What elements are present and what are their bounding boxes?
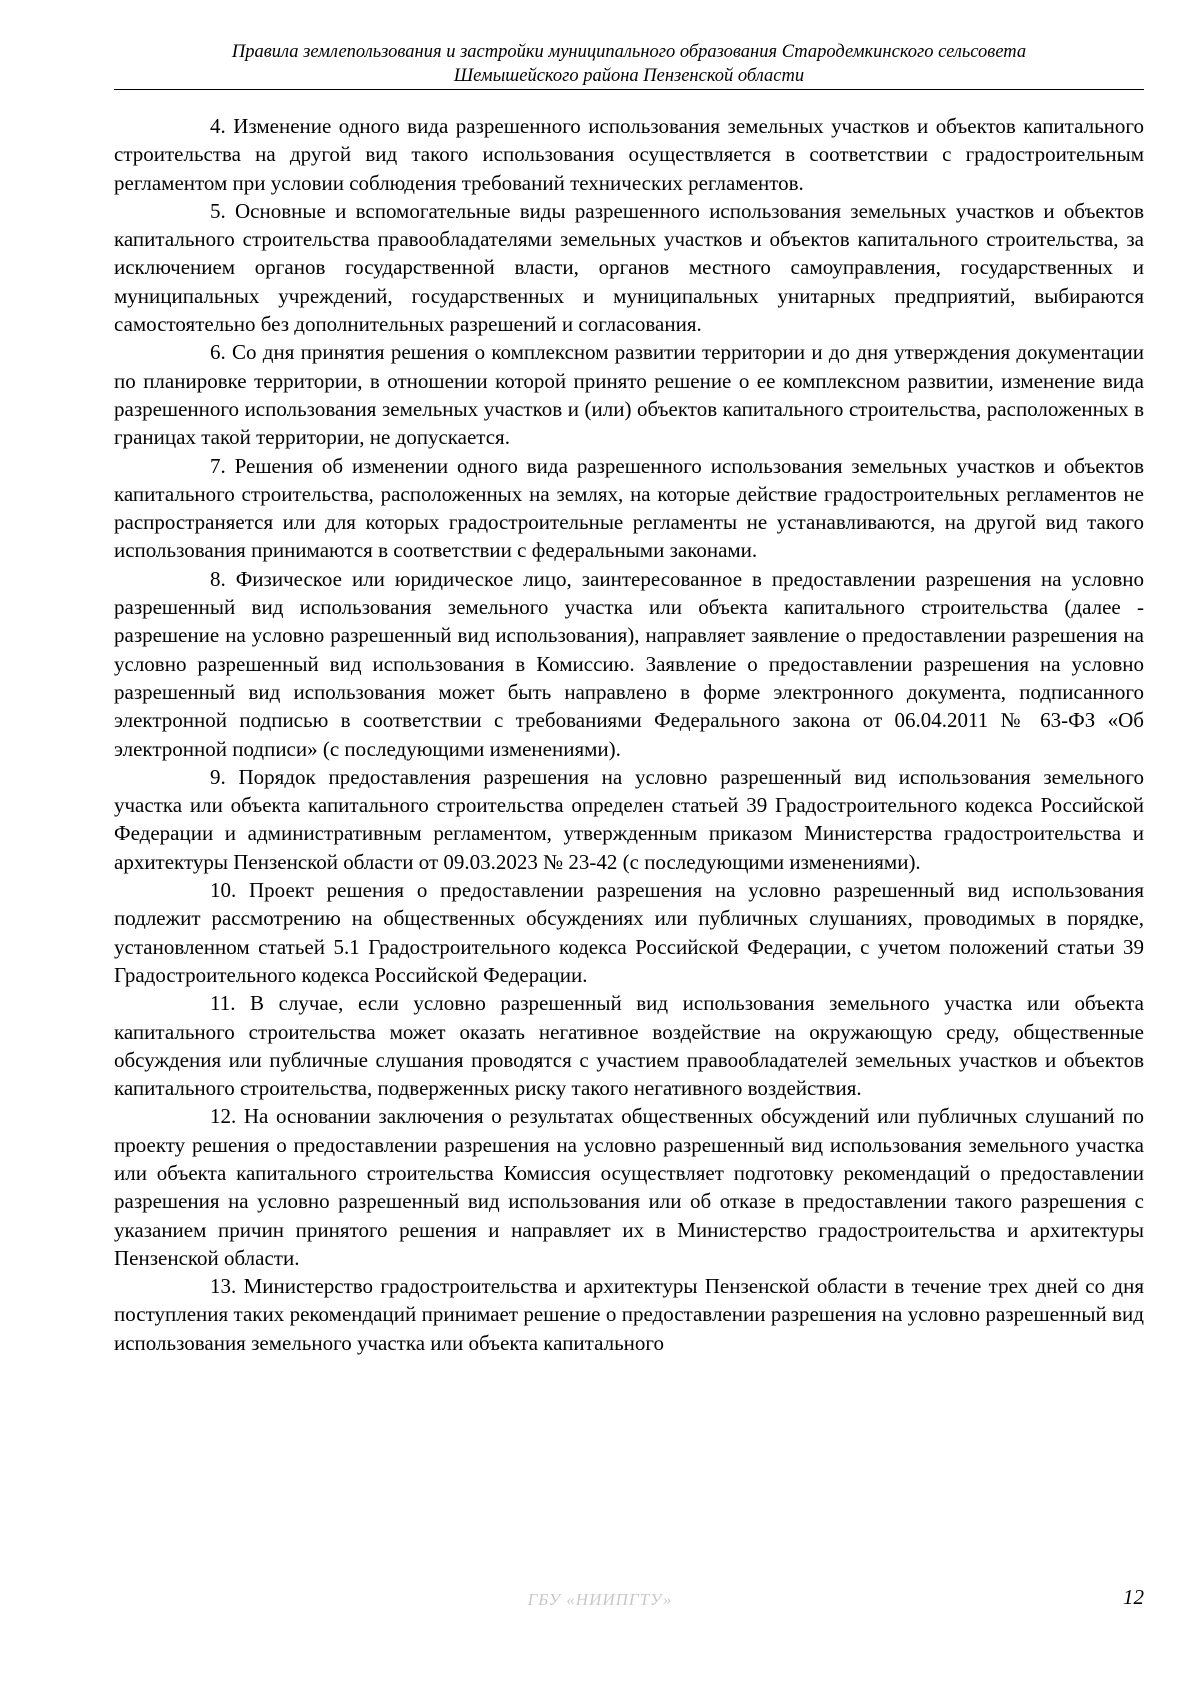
paragraph-7: 7. Решения об изменении одного вида разрешенного использования земельных участков и объектов капитального строительства, расположенных на землях, на которые действие градостроительных регламентов не распространяется или для которых градостроительные регламенты не устанавливаются, на другой вид такого использования принимаются в соответствии с федеральными законами.: [114, 453, 1144, 563]
footer-organization-watermark: ГБУ «НИИПГТУ»: [527, 1590, 673, 1609]
paragraph-11: 11. В случае, если условно разрешенный вид использования земельного участка или объекта капитального строительства может оказать негативное воздействие на окружающую среду, общественные обсуждения или публичные слушания проводятся с участием правообладателей земельных участков и объектов капитального строительства, подверженных риску такого негативного воздействия.: [114, 991, 1144, 1101]
paragraph-13: 13. Министерство градостроительства и архитектуры Пензенской области в течение трех дней со дня поступления таких рекомендаций принимает решение о предоставлении разрешения на условно разрешенный вид использования земельного участка или объекта капитального: [114, 1274, 1144, 1355]
header-line-1: Правила землепользования и застройки муниципального образования Стародемкинского сельсовета: [231, 42, 1027, 62]
paragraph-10: 10. Проект решения о предоставлении разрешения на условно разрешенный вид использования подлежит рассмотрению на общественных обсуждениях или публичных слушаниях, проводимых в порядке, установленном статьей 5.1 Градостроительного кодекса Российской Федерации, с учетом положений статьи 39 Градостроительного кодекса Российской Федерации.: [114, 878, 1144, 987]
paragraph-9: 9. Порядок предоставления разрешения на условно разрешенный вид использования земельного участка или объекта капитального строительства определен статьей 39 Градостроительного кодекса Российской Федерации и административным регламентом, утвержденным приказом Министерства градостроительства и архитектуры Пензенской области от 09.03.2023 № 23-42 (с последующими изменениями).: [114, 764, 1144, 874]
paragraph-12: 12. На основании заключения о результатах общественных обсуждений или публичных слушаний по проекту решения о предоставлении разрешения на условно разрешенный вид использования земельного участка или объекта капитального строительства Комиссия осуществляет подготовку рекомендаций о предоставлении разрешения на условно разрешенный вид использования или об отказе в предоставлении такого разрешения с указанием причин принятого решения и направляет их в Министерство градостроительства и архитектуры Пензенской области.: [114, 1104, 1144, 1270]
running-header: [114, 40, 1144, 88]
header-line-2: Шемышейского района Пензенской области: [453, 66, 805, 86]
page-number: 12: [1123, 1585, 1144, 1609]
header-divider: [114, 89, 1144, 90]
paragraph-8: 8. Физическое или юридическое лицо, заинтересованное в предоставлении разрешения на условно разрешенный вид использования земельного участка или объекта капитального строительства (далее - разрешение на условно разрешенный вид использования), направляет заявление о предоставлении разрешения на условно разрешенный вид использования в Комиссию. Заявление о предоставлении разрешения на условно разрешенный вид использования может быть направлено в форме электронного документа, подписанного электронной подписью в соответствии с требованиями Федерального закона от 06.04.2011 № 63-ФЗ «Об электронной подписи» (с последующими изменениями).: [114, 566, 1144, 761]
document-body: [114, 112, 1144, 1357]
paragraph-4: 4. Изменение одного вида разрешенного использования земельных участков и объектов капитального строительства на другой вид такого использования осуществляется в соответствии с градостроительным регламентом при условии соблюдения требований технических регламентов.: [114, 114, 1144, 195]
paragraph-5: 5. Основные и вспомогательные виды разрешенного использования земельных участков и объектов капитального строительства правообладателями земельных участков и объектов капитального строительства, за исключением органов государственной власти, органов местного самоуправления, государственных и муниципальных учреждений, государственных и муниципальных унитарных предприятий, выбираются самостоятельно без дополнительных разрешений и согласования.: [114, 198, 1144, 337]
paragraph-6: 6. Со дня принятия решения о комплексном развитии территории и до дня утверждения документации по планировке территории, в отношении которой принято решение о ее комплексном развитии, изменение вида разрешенного использования земельных участков и (или) объектов капитального строительства, расположенных в границах такой территории, не допускается.: [114, 340, 1144, 450]
